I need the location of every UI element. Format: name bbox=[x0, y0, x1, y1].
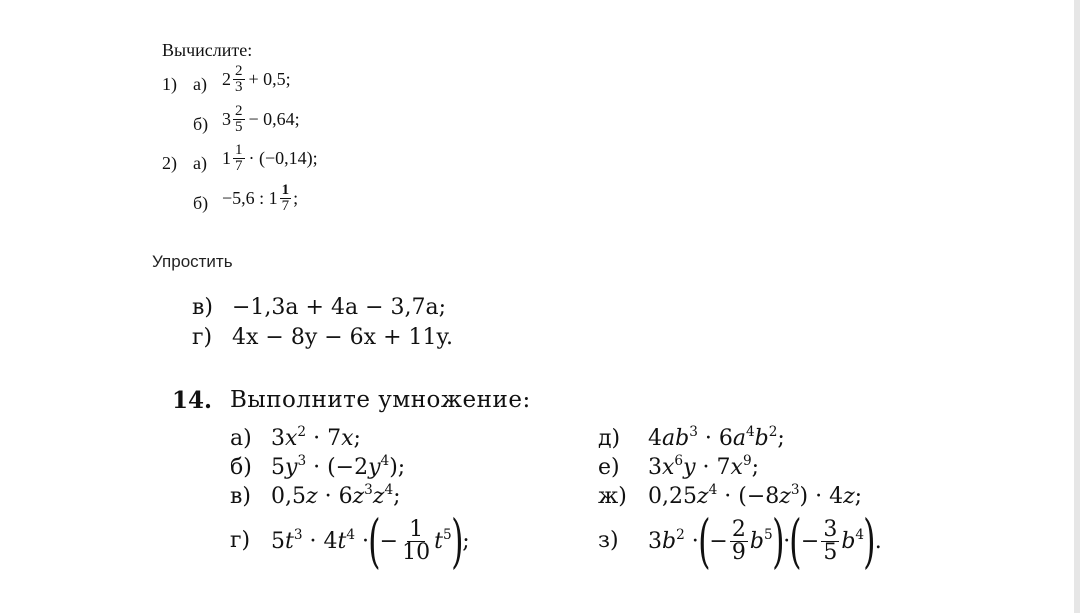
mult-zh-label: ж) bbox=[598, 484, 627, 509]
mult-e-label: е) bbox=[598, 455, 620, 480]
problem-1-number: 1) bbox=[162, 74, 177, 94]
exercise-title: Выполните умножение: bbox=[230, 387, 531, 413]
mult-v-label: в) bbox=[230, 484, 251, 509]
problem-1a-expression: 2 $\frac{2}{3}$ + 0,5; bbox=[222, 63, 291, 95]
mult-b-expression: $5y^3 \cdot (-2y^4)$; bbox=[271, 453, 406, 480]
problem-2a-label: а) bbox=[193, 153, 207, 173]
mult-z-expression: $3b^2$ · ( − $\frac{2}{9}$ $b^5$ ) · ( − $\frac{3}{5}$ $b^4$ ) . bbox=[648, 507, 882, 575]
problem-2b-label: б) bbox=[193, 193, 209, 213]
problem-2b-expression: −5,6 : 1 $\frac{1}{7}$ ; bbox=[222, 182, 299, 214]
mult-d-expression: $4ab^3 \cdot 6a^4b^2$; bbox=[648, 424, 785, 451]
mult-a-expression: $3x^2 \cdot 7x$; bbox=[271, 424, 361, 451]
problem-2-number: 2) bbox=[162, 153, 177, 173]
exercise-number: 14. bbox=[172, 387, 213, 414]
section2-title: Упростить bbox=[152, 252, 233, 271]
mult-b-label: б) bbox=[230, 455, 252, 480]
simplify-v-expression: −1,3a + 4a − 3,7a; bbox=[232, 295, 447, 320]
mult-g-label: г) bbox=[230, 528, 251, 553]
mult-v-expression: $0,5z \cdot 6z^3z^4$; bbox=[271, 482, 401, 509]
simplify-g-label: г) bbox=[192, 325, 213, 350]
mult-zh-expression: $0,25z^4 \cdot (-8z^3) \cdot 4z$; bbox=[648, 482, 863, 509]
problem-2a-expression: 1 $\frac{1}{7}$ · (−0,14); bbox=[222, 142, 318, 174]
simplify-v-label: в) bbox=[192, 295, 213, 320]
section1-title: Вычислите: bbox=[162, 40, 253, 60]
mult-g-expression: $5t^3 \cdot 4t^4$ · ( − $\frac{1}{10}$ $t^5$ ) ; bbox=[271, 507, 470, 575]
mult-a-label: а) bbox=[230, 426, 252, 451]
mult-z-label: з) bbox=[598, 528, 619, 553]
problem-1b-label: б) bbox=[193, 114, 209, 134]
mult-d-label: д) bbox=[598, 426, 621, 451]
mult-e-expression: $3x^6y \cdot 7x^9$; bbox=[648, 453, 760, 480]
problem-1a-label: а) bbox=[193, 74, 207, 94]
right-edge-border bbox=[1074, 0, 1080, 613]
simplify-g-expression: 4x − 8y − 6x + 11y. bbox=[232, 325, 453, 350]
problem-1b-expression: 3 $\frac{2}{5}$ − 0,64; bbox=[222, 103, 300, 135]
